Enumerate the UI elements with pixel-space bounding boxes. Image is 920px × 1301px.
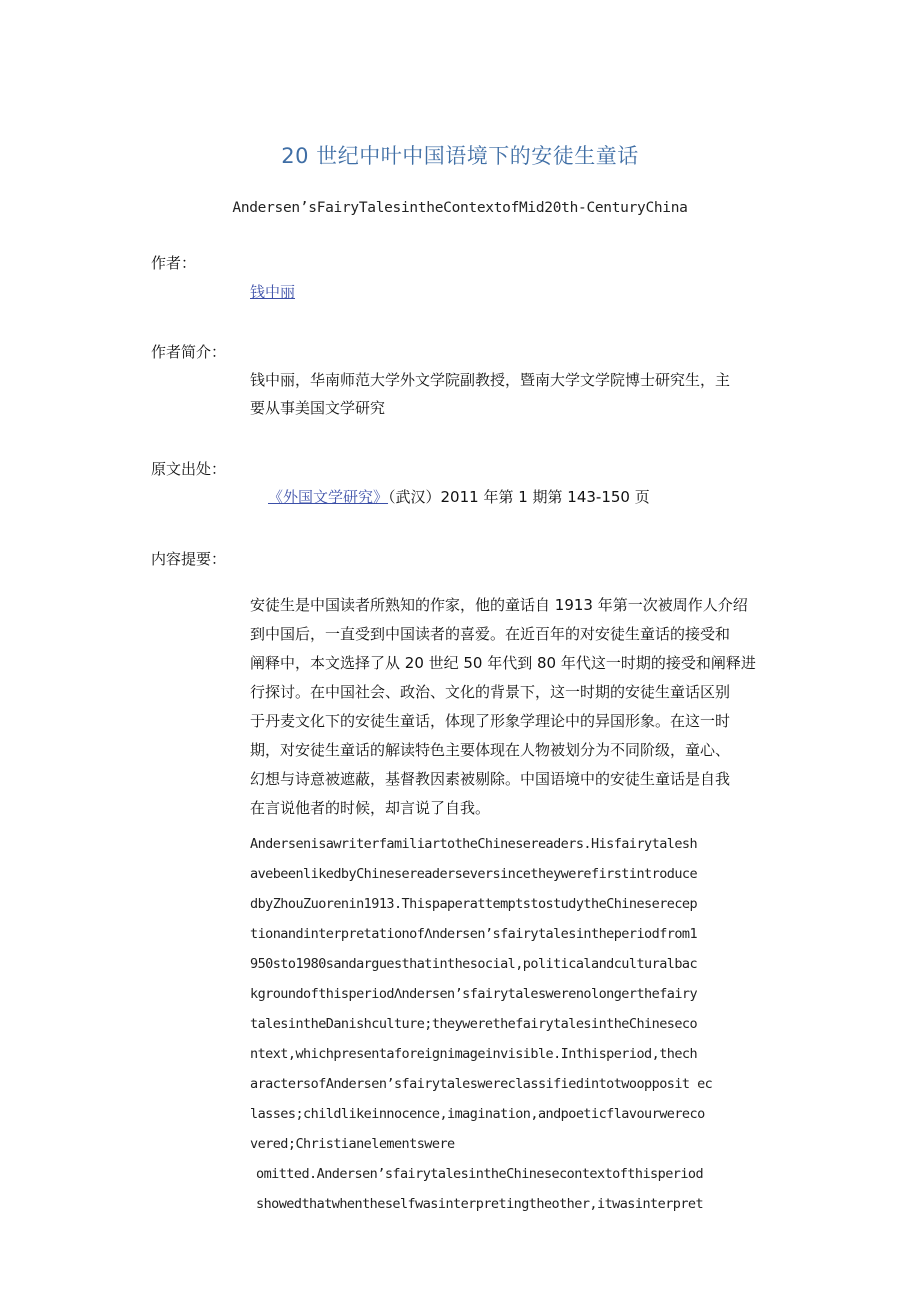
- abstract-en-line: talesintheDanishculture;theywerethefairytalesintheChineseco: [250, 1016, 698, 1032]
- abstract-zh-line: 到中国后，一直受到中国读者的喜爱。在近百年的对安徒生童话的接受和: [250, 625, 731, 643]
- abstract-en-line: kgroundofthisperiodΛndersen’sfairytaleswerenolongerthefairy: [250, 986, 698, 1002]
- journal-link[interactable]: 《外国文学研究》: [268, 488, 389, 506]
- abstract-en-line: 950sto1980sandarguesthatinthesocial,politicalandculturalbac: [250, 956, 698, 972]
- abstract-en-line: ntext,whichpresentaforeignimageinvisible.Inthisperiod,thech: [250, 1046, 698, 1062]
- abstract-en-line: AndersenisawriterfamiliartotheChinesereaders.Hisfairytalesh: [250, 836, 698, 852]
- abstract-en-line: showedthatwhentheselfwasinterpretingtheother,itwasinterpret: [256, 1196, 704, 1212]
- document-title: 20 世纪中叶中国语境下的安徒生童话: [281, 144, 639, 168]
- author-name[interactable]: [250, 281, 295, 302]
- source-citation: [268, 486, 650, 507]
- abstract-label: 内容提要：: [151, 550, 227, 568]
- author-link[interactable]: 钱中丽: [250, 283, 296, 301]
- abstract-en-line: dbyZhouZuorenin1913.ThispaperattemptstostudytheChineserecep: [250, 896, 698, 912]
- bio-line-1: 钱中丽，华南师范大学外文学院副教授，暨南大学文学院博士研究生，主: [250, 371, 731, 389]
- abstract-zh-line: 幻想与诗意被遮蔽，基督教因素被剔除。中国语境中的安徒生童话是自我: [250, 770, 731, 788]
- abstract-en-line: lasses;childlikeinnocence,imagination,andpoeticflavourwereco: [250, 1106, 705, 1122]
- abstract-zh-line: 期，对安徒生童话的解读特色主要体现在人物被划分为不同阶级，童心、: [250, 741, 731, 759]
- abstract-chinese: [250, 591, 764, 823]
- english-title: Andersen’sFairyTalesintheContextofMid20th-CenturyChina: [232, 200, 688, 216]
- abstract-zh-line: 于丹麦文化下的安徒生童话，体现了形象学理论中的异国形象。在这一时: [250, 712, 731, 730]
- abstract-en-line: avebeenlikedbyChinesereaderseversincetheywerefirstintroduce: [250, 866, 698, 882]
- abstract-en-line: aractersofAndersen’sfairytaleswereclassifiedintotwoopposit ec: [250, 1076, 713, 1092]
- source-detail: （武汉）2011 年第 1 期第 143-150 页: [388, 488, 650, 506]
- abstract-zh-line: 安徒生是中国读者所熟知的作家，他的童话自 1913 年第一次被周作人介绍: [250, 596, 748, 614]
- source-label: 原文出处：: [151, 460, 227, 478]
- abstract-zh-line: 行探讨。在中国社会、政治、文化的背景下，这一时期的安徒生童话区别: [250, 683, 731, 701]
- bio-label: 作者简介：: [151, 343, 227, 361]
- abstract-english: [250, 829, 764, 1219]
- author-label: 作者：: [151, 254, 197, 272]
- abstract-en-line: tionandinterpretationofΛndersen’sfairytalesintheperiodfrom1: [250, 926, 698, 942]
- abstract-zh-line: 在言说他者的时候，却言说了自我。: [250, 799, 491, 817]
- abstract-en-line: vered;Christianelementswere: [250, 1136, 455, 1152]
- bio-line-2: 要从事美国文学研究: [250, 399, 386, 417]
- abstract-en-line: omitted.Andersen’sfairytalesintheChinesecontextofthisperiod: [256, 1166, 704, 1182]
- abstract-zh-line: 阐释中，本文选择了从 20 世纪 50 年代到 80 年代这一时期的接受和阐释进: [250, 654, 756, 672]
